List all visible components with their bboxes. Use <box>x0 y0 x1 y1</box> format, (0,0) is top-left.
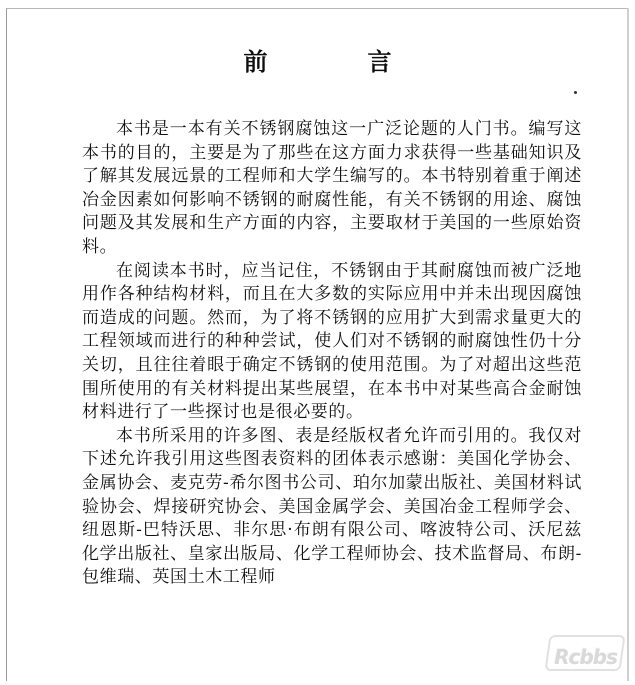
watermark-frame <box>544 635 625 671</box>
watermark-logo: Rcbbs <box>554 645 617 669</box>
page-title: 前 言 <box>243 47 430 76</box>
scan-speck <box>574 91 577 94</box>
paragraph-1: 本书是一本有关不锈钢腐蚀这一广泛论题的人门书。编写这本书的目的，主要是为了那些在这方面力求获得一些基础知识及了解其发展远景的工程师和大学生编写的。本书特别着重于阐述冶金因素如何影响不锈钢的耐腐性能，有关不锈钢的用途、腐蚀问题及其发展和生产方面的内容，主要取材于美国的一些原始资料。 <box>82 119 582 257</box>
page-edge <box>627 8 629 681</box>
preface-body <box>82 118 582 590</box>
paragraph-3: 本书所采用的许多图、表是经版权者允许而引用的。我仅对下述允许我引用这些图表资料的团体表示感谢：美国化学协会、金属协会、麦克劳-希尔图书公司、珀尔加蒙出版社、美国材料试验协会、焊接研究协会、美国金属学会、美国冶金工程师学会、纽恩斯-巴特沃思、非尔思·布朗有限公司、喀波特公司、沃尼兹化学出版社、皇家出版局、化学工程师协会、技术监督局、布朗-包维瑞、英国土木工程师 <box>82 425 582 588</box>
paragraph-2: 在阅读本书时，应当记住，不锈钢由于其耐腐蚀而被广泛地用作各种结构材料，而且在大多数的实际应用中并未出现因腐蚀而造成的问题。然而，为了将不锈钢的应用扩大到需求量更大的工程领域而进行的种种尝试，使人们对不锈钢的耐腐蚀性仍十分关切，且往往着眼于确定不锈钢的使用范围。为了对超出这些范围所使用的有关材料提出某些展望，在本书中对某些高合金耐蚀材料进行了一些探讨也是很必要的。 <box>82 260 582 423</box>
